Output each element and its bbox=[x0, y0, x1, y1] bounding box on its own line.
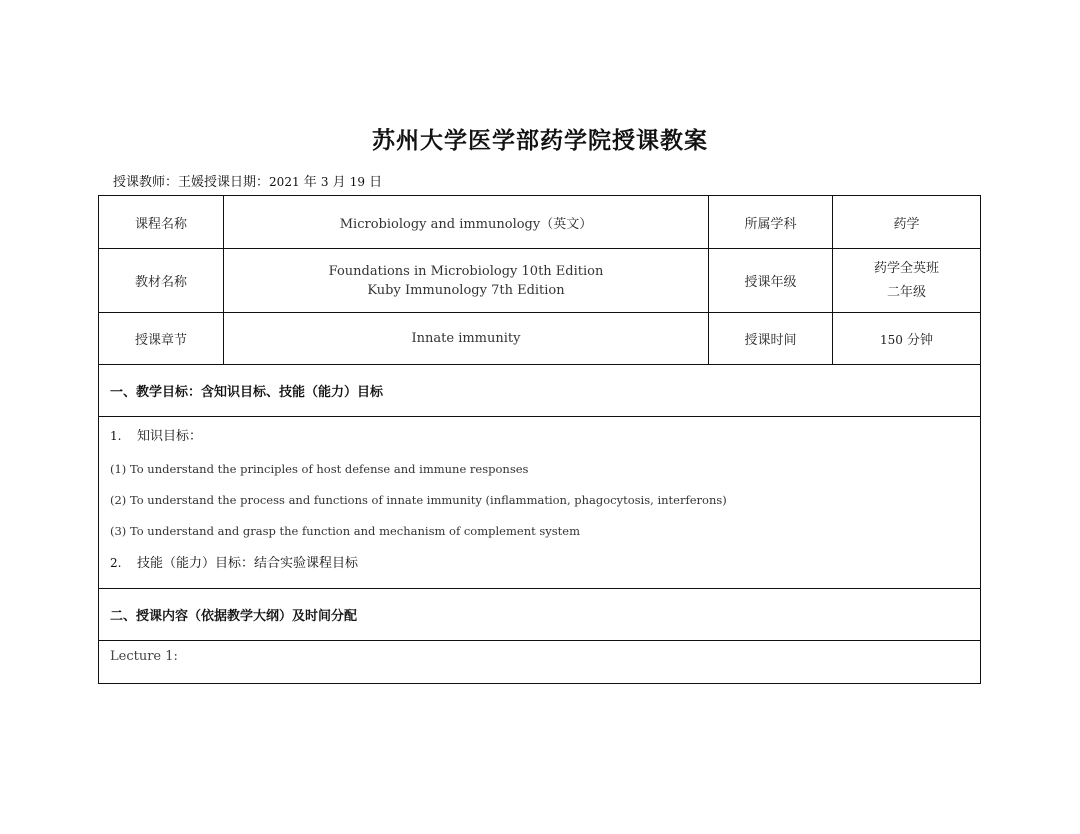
objective-item bbox=[110, 516, 969, 547]
date-day: 19 bbox=[349, 175, 366, 189]
textbook-line-2: Kuby Immunology 7th Edition bbox=[367, 282, 565, 298]
textbook-label: 教材名称 bbox=[99, 249, 224, 313]
course-name-value-cell bbox=[224, 196, 709, 249]
objective-item-text: To understand the principles of host defense and immune responses bbox=[129, 462, 529, 476]
time-label: 授课时间 bbox=[709, 313, 833, 365]
section2-heading-row bbox=[99, 589, 981, 641]
objective-item-number: (2) bbox=[110, 493, 127, 507]
course-name-suffix: （英文） bbox=[540, 216, 593, 232]
discipline-label: 所属学科 bbox=[709, 196, 833, 249]
knowledge-objective-title: 知识目标： bbox=[137, 429, 203, 444]
grade-label: 授课年级 bbox=[709, 249, 833, 313]
chapter-value: Innate immunity bbox=[224, 313, 709, 365]
knowledge-objective-heading bbox=[110, 425, 969, 447]
course-name-label: 课程名称 bbox=[99, 196, 224, 249]
objective-item-number: (3) bbox=[110, 524, 127, 538]
skill-objective-title: 技能（能力）目标：结合实验课程目标 bbox=[137, 556, 359, 571]
time-number: 150 bbox=[879, 333, 903, 347]
objectives-row bbox=[99, 417, 981, 589]
objective-item bbox=[110, 454, 969, 485]
skill-objective-number: 2. bbox=[110, 556, 122, 570]
grade-line-2: 二年级 bbox=[886, 284, 926, 300]
teaching-meta-line bbox=[113, 171, 382, 190]
knowledge-objective-number: 1. bbox=[110, 429, 122, 443]
time-value-cell bbox=[833, 313, 981, 365]
course-name-value: Microbiology and immunology bbox=[339, 216, 541, 232]
textbook-line-1: Foundations in Microbiology 10th Edition bbox=[328, 263, 604, 279]
discipline-value: 药学 bbox=[833, 196, 981, 249]
textbook-value-cell bbox=[224, 249, 709, 313]
objective-item-number: (1) bbox=[110, 462, 127, 476]
teacher-label: 授课教师： bbox=[113, 175, 179, 190]
objective-item-text: To understand the process and functions of innate immunity (inflammation, phagocytosis, interferons) bbox=[129, 493, 727, 507]
textbook-row bbox=[99, 249, 981, 313]
course-name-row bbox=[99, 196, 981, 249]
grade-value-cell bbox=[833, 249, 981, 313]
grade-line-1: 药学全英班 bbox=[873, 260, 939, 276]
date-year-unit: 年 bbox=[299, 175, 321, 190]
objective-item bbox=[110, 485, 969, 516]
section1-heading: 一、教学目标：含知识目标、技能（能力）目标 bbox=[99, 365, 981, 417]
chapter-label: 授课章节 bbox=[99, 313, 224, 365]
document-title: 苏州大学医学部药学院授课教案 bbox=[372, 128, 708, 154]
objectives-cell bbox=[99, 417, 981, 589]
lecture-label: Lecture 1: bbox=[99, 641, 981, 684]
date-month: 3 bbox=[320, 175, 329, 189]
date-day-unit: 日 bbox=[365, 175, 383, 190]
section1-heading-row bbox=[99, 365, 981, 417]
section2-heading: 二、授课内容（依据教学大纲）及时间分配 bbox=[99, 589, 981, 641]
date-month-unit: 月 bbox=[328, 175, 350, 190]
skill-objective-heading bbox=[110, 549, 969, 578]
objective-item-text: To understand and grasp the function and mechanism of complement system bbox=[129, 524, 581, 538]
teacher-name: 王媛 bbox=[178, 175, 205, 190]
date-year: 2021 bbox=[269, 175, 300, 189]
date-label: 授课日期： bbox=[204, 175, 270, 190]
chapter-row bbox=[99, 313, 981, 365]
lecture-row bbox=[99, 641, 981, 684]
lesson-plan-table bbox=[98, 195, 981, 684]
time-unit: 分钟 bbox=[902, 333, 934, 348]
